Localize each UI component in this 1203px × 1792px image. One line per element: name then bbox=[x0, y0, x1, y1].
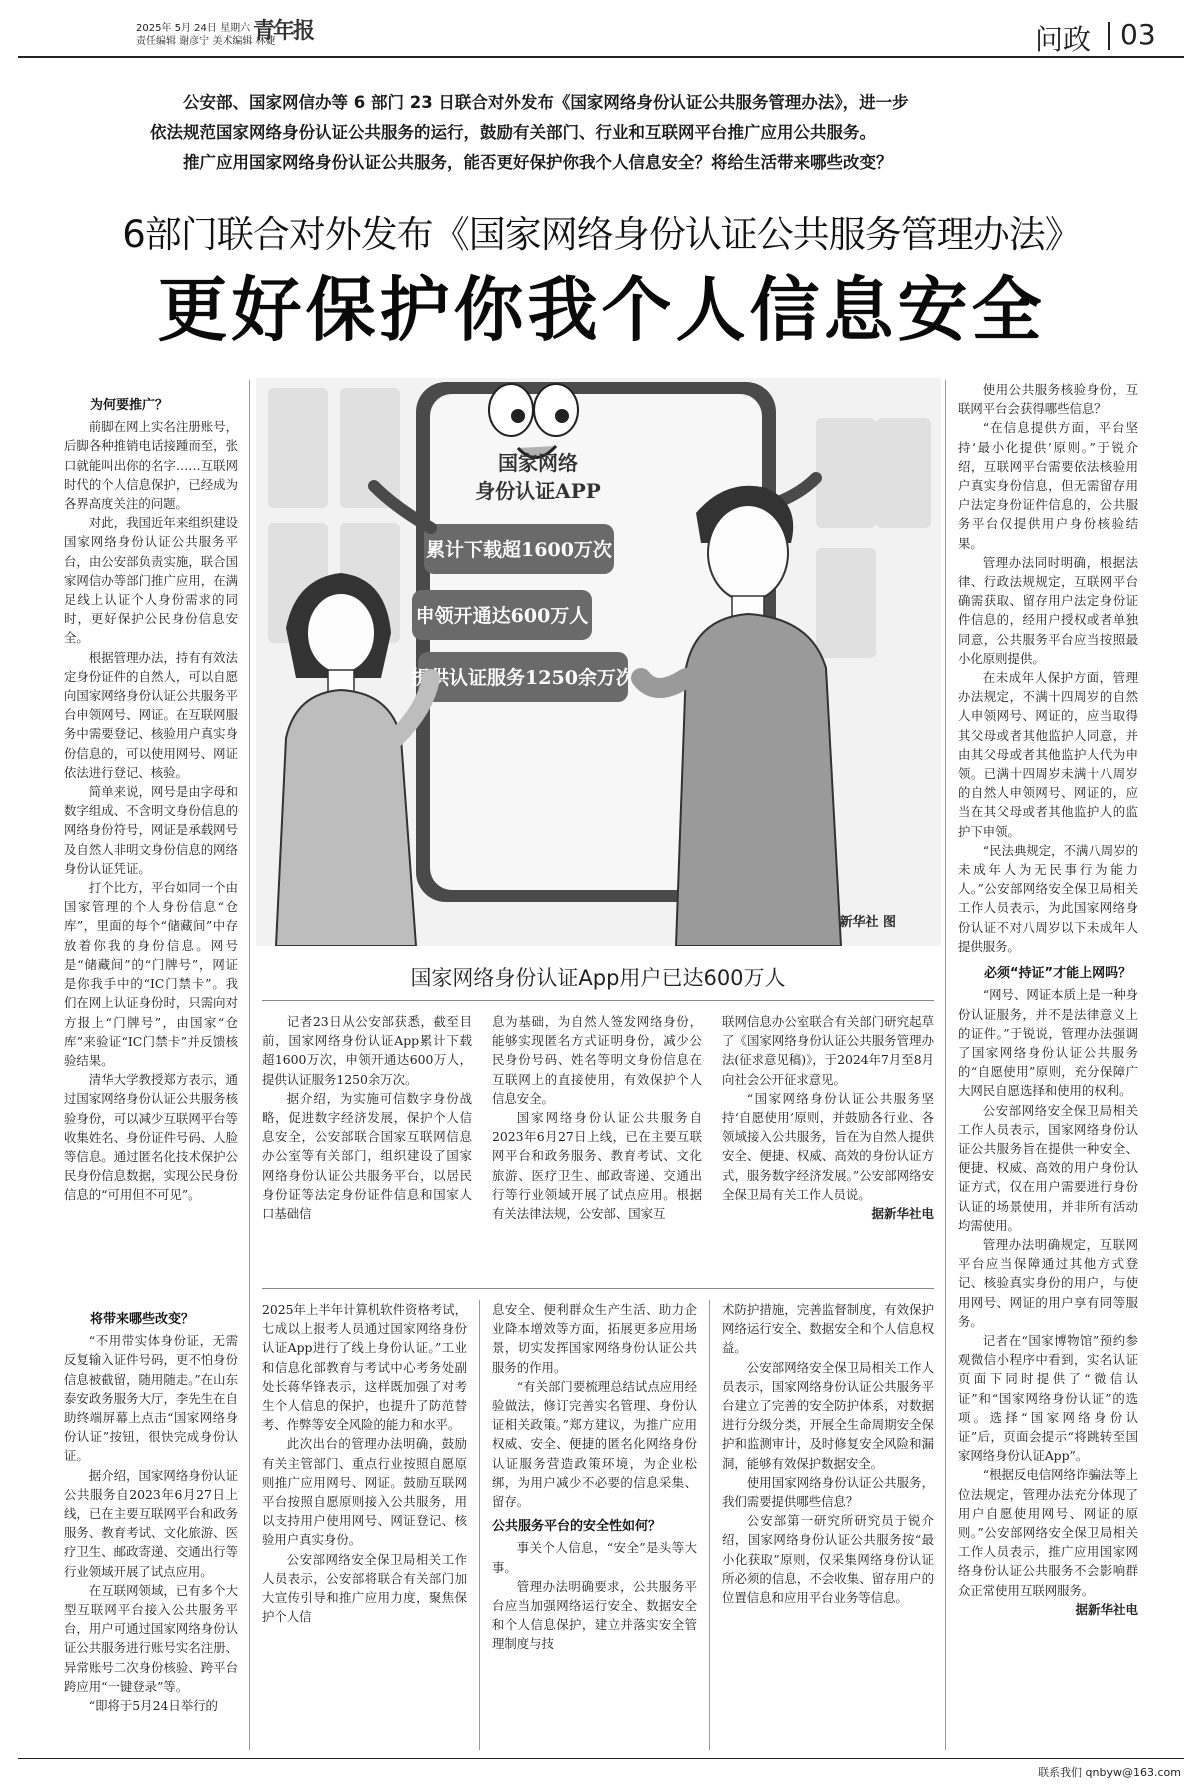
lead-line-3: 推广应用国家网络身份认证公共服务，能否更好保护你我个人信息安全？将给生活带来哪些改变？ bbox=[183, 153, 893, 172]
paragraph: 简单来说，网号是由字母和数字组成、不含明文身份信息的网络身份符号，网证是承载网号及自然人非明文身份信息的网络身份认证凭证。 bbox=[64, 784, 238, 876]
box-source: 据新华社电 bbox=[871, 1206, 934, 1222]
page-number: 03 bbox=[1120, 18, 1156, 51]
paragraph: 记者在“国家博物馆”预约参观微信小程序中看到，实名认证页面下同时提供了“微信认证”和“国家网络身份认证”的选项。选择“国家网络身份认证”后，页面会提示“将跳转至国家网络身份认证App”。 bbox=[958, 1332, 1138, 1464]
box-title-rule bbox=[262, 1000, 934, 1001]
paragraph: 在未成年人保护方面，管理办法规定，不满十四周岁的自然人申领网号、网证的，应当取得其父母或者其他监护人同意，并由其父母或者其他监护人代为申领。已满十四周岁未满十八周岁的自然人申领网号、网证的，应当在其父母或者其他监护人的监护下申领。 bbox=[958, 670, 1138, 839]
column-divider bbox=[709, 1300, 710, 1750]
section-heading: 必须“持证”才能上网吗？ bbox=[984, 966, 1132, 982]
paragraph: “有关部门要梳理总结试点应用经验做法，修订完善实名管理、身份认证相关政策。”郑方建议，为推广应用权威、安全、便捷的匿名化网络身份认证服务营造政策环境，为企业松绑，为用户减少不必要的信息采集、留存。 bbox=[492, 1378, 697, 1510]
lead-paragraph bbox=[150, 88, 1070, 178]
column-4 bbox=[722, 1300, 934, 1607]
header-separator bbox=[1108, 22, 1110, 50]
paragraph: 联网信息办公室联合有关部门研究起草了《国家网络身份认证公共服务管理办法(征求意见稿)》，于2024年7月至8月向社会公开征求意见。 bbox=[722, 1014, 934, 1087]
paragraph: 公安部网络安全保卫局相关工作人员表示，国家网络身份认证公共服务旨在提供一种安全、便捷、权威、高效的用户身份认证方式，仅在用户需要进行身份认证的场景使用，并非所有活动均需使用。 bbox=[958, 1102, 1138, 1233]
paragraph: 记者23日从公安部获悉，截至目前，国家网络身份认证App累计下载超1600万次，申领开通达600万人，提供认证服务1250余万次。 bbox=[262, 1014, 472, 1087]
paragraph: “网号、网证本质上是一种身份认证服务，并不是法律意义上的证件。”于锐说，管理办法强调了国家网络身份认证公共服务的“自愿使用”原则，充分保障广大网民自愿选择和使用的权利。 bbox=[958, 987, 1138, 1099]
paragraph: 公安部网络安全保卫局相关工作人员表示，国家网络身份认证公共服务平台建立了完善的安全防护体系，对数据进行分级分类，开展全生命周期安全保护和监测审计，及时修复安全风险和漏洞，能够有效保护数据安全。 bbox=[722, 1359, 934, 1471]
editors-line: 责任编辑 谢彦宁 美术编辑 林婕 bbox=[136, 36, 276, 47]
paragraph: 使用公共服务核验身份，互联网平台会获得哪些信息？ bbox=[958, 382, 1138, 417]
column-divider bbox=[249, 380, 250, 1750]
paragraph: 国家网络身份认证公共服务自2023年6月27日上线，已在主要互联网平台和政务服务、教育考试、文化旅游、医疗卫生、邮政寄递、交通出行等行业领域开展了试点应用。根据有关法律法规，公安部、国家互 bbox=[492, 1110, 702, 1222]
newspaper-logo: 青年报 bbox=[253, 18, 314, 44]
header-rule bbox=[18, 56, 1184, 58]
phone-title-line-2: 身份认证APP bbox=[475, 479, 601, 503]
stat-users: 申领开通达600万人 bbox=[415, 605, 589, 627]
paragraph: “即将于5月24日举行的 bbox=[88, 1698, 218, 1714]
column-2 bbox=[262, 1300, 467, 1626]
paragraph: 息安全、便利群众生产生活、助力企业降本增效等方面，拓展更多应用场景，切实发挥国家网络身份认证公共服务的作用。 bbox=[492, 1302, 697, 1375]
paragraph: 事关个人信息，“安全”是头等大事。 bbox=[492, 1540, 697, 1575]
paragraph: 据介绍，国家网络身份认证公共服务自2023年6月27日上线，已在主要互联网平台和政务服务、教育考试、文化旅游、医疗卫生、邮政寄递、交通出行等行业领域开展了试点应用。 bbox=[64, 1467, 238, 1579]
paragraph: “在信息提供方面，平台坚持‘最小化提供’原则。”于锐介绍，互联网平台需要依法核验用户真实身份信息，但无需留存用户法定身份证件信息的，公共服务平台仅提供用户身份核验结果。 bbox=[958, 420, 1138, 551]
column-divider bbox=[479, 1300, 480, 1750]
paragraph: 公安部网络安全保卫局相关工作人员表示，公安部将联合有关部门加大宣传引导和推广应用力度，聚焦保护个人信 bbox=[262, 1551, 467, 1625]
illustration-credit: 新华社 图 bbox=[839, 915, 896, 930]
section-name: 问政 bbox=[1035, 23, 1092, 56]
paragraph: 清华大学教授郑方表示，通过国家网络身份认证公共服务核验身份，可以减少互联网平台等收集姓名、身份证件号码、人脸等信息。通过匿名化技术保护公民身份信息数据，实现公民身份信息的“可用但不可见”。 bbox=[64, 1072, 238, 1203]
paragraph: 此次出台的管理办法明确，鼓励有关主管部门、重点行业按照自愿原则推广应用网号、网证。鼓励互联网平台按照自愿原则接入公共服务，用以支持用户使用网号、网证登记、核验用户真实身份。 bbox=[262, 1436, 467, 1548]
paragraph: 术防护措施，完善监督制度，有效保护网络运行安全、数据安全和个人信息权益。 bbox=[722, 1302, 934, 1356]
paragraph: 管理办法同时明确，根据法律、行政法规规定，互联网平台确需获取、留存用户法定身份证件信息的，经用户授权或者单独同意，公共服务平台应当按照最小化原则提供。 bbox=[958, 554, 1138, 666]
stat-services: 提供认证服务1250余万次 bbox=[411, 667, 635, 689]
footer-rule bbox=[18, 1758, 1184, 1759]
column-5 bbox=[958, 380, 1138, 1619]
article-source: 据新华社电 bbox=[1075, 1601, 1138, 1617]
paragraph: 管理办法明确规定，互联网平台应当保障通过其他方式登记、核验真实身份的用户，与使用网号、网证的用户享有同等服务。 bbox=[958, 1236, 1138, 1329]
paragraph: 2025年上半年计算机软件资格考试，七成以上报考人员通过国家网络身份认证App进行了线上身份认证。”工业和信息化部教育与考试中心考务处副处长蒋华锋表示，这样既加强了对考生个人信息的保护，也提升了防范替考、作弊等安全风险的能力和水平。 bbox=[262, 1302, 468, 1433]
main-headline: 更好保护你我个人信息安全 bbox=[157, 269, 1046, 351]
stat-downloads: 累计下载超1600万次 bbox=[426, 539, 612, 561]
box-column-1 bbox=[262, 1012, 472, 1223]
paragraph: 对此，我国近年来组织建设国家网络身份认证公共服务平台，由公安部负责实施，联合国家网信办等部门推广应用，在满足线上认证个人身份需求的同时，更好保护公民身份信息安全。 bbox=[64, 515, 238, 646]
box-bottom-rule bbox=[262, 1288, 934, 1289]
illustration bbox=[256, 378, 941, 946]
paragraph: 息为基础，为自然人签发网络身份，能够实现匿名方式证明身份，减少公民身份号码、姓名等明文身份信息在互联网上的直接使用，有效保护个人信息安全。 bbox=[492, 1014, 702, 1106]
paragraph: 在互联网领域，已有多个大型互联网平台接入公共服务平台，用户可通过国家网络身份认证公共服务进行账号实名注册、异常账号二次身份核验、跨平台跨应用“一键登录”等。 bbox=[64, 1582, 238, 1694]
section-heading: 为何要推广？ bbox=[90, 398, 169, 413]
lead-line-2: 依法规范国家网络身份认证公共服务的运行，鼓励有关部门、行业和互联网平台推广应用公共服务。 bbox=[150, 123, 876, 142]
paragraph: 前脚在网上实名注册账号，后脚各种推销电话接踵而至，张口就能叫出你的名字……互联网时代的个人信息保护，已经成为各界高度关注的问题。 bbox=[64, 419, 238, 512]
paragraph: 公安部第一研究所研究员于锐介绍，国家网络身份认证公共服务按“最小化获取”原则，仅采集网络身份认证所必须的信息，不会收集、留存用户的位置信息和应用平台业务等信息。 bbox=[722, 1513, 934, 1606]
column-1-bottom bbox=[64, 1310, 238, 1715]
paragraph: “根据反电信网络诈骗法等上位法规定，管理办法充分体现了用户自愿使用网号、网证的原则。”公安部网络安全保卫局相关工作人员表示，推广应用国家网络身份认证公共服务不会影响群众正常使用互联网服务。 bbox=[958, 1467, 1138, 1598]
paragraph: 打个比方，平台如同一个由国家管理的个人身份信息“仓库”，里面的每个“储藏间”中存放着你我的身份信息。网号是“储藏间”的“门牌号”，网证是你我手中的“IC门禁卡”。我们在网上认证身份时，只需向对方报上“门牌号”，由国家“仓库”来验证“IC门禁卡”并反馈核验结果。 bbox=[64, 880, 238, 1068]
phone-title-line-1: 国家网络 bbox=[498, 451, 578, 475]
box-column-2 bbox=[492, 1012, 702, 1223]
paragraph: 管理办法明确要求，公共服务平台应当加强网络运行安全、数据安全和个人信息保护，建立并落实安全管理制度与技 bbox=[492, 1578, 697, 1652]
paragraph: “民法典规定，不满八周岁的未成年人为无民事行为能力人。”公安部网络安全保卫局相关工作人员表示，为此国家网络身份认证不对八周岁以下未成年人提供服务。 bbox=[958, 842, 1138, 954]
column-1-top bbox=[64, 396, 238, 1205]
sub-headline: 6部门联合对外发布《国家网络身份认证公共服务管理办法》 bbox=[122, 213, 1081, 256]
issue-date: 2025年 5月 24日 星期六 bbox=[136, 23, 251, 34]
column-3 bbox=[492, 1300, 697, 1654]
column-divider bbox=[945, 380, 946, 1750]
lead-line-1: 公安部、国家网信办等 6 部门 23 日联合对外发布《国家网络身份认证公共服务管理办法》，进一步 bbox=[183, 93, 909, 112]
paragraph: 据介绍，为实施可信数字身份战略，促进数字经济发展，保护个人信息安全，公安部联合国家互联网信息办公室等有关部门，组织建设了国家网络身份认证公共服务平台，以居民身份证等法定身份证件信息和国家人口基础信 bbox=[262, 1090, 472, 1222]
paragraph: “不用带实体身份证，无需反复输入证件号码，更不怕身份信息被截留，随用随走。”在山东泰安政务服务大厅，李先生在自助终端屏幕上点击“国家网络身份认证”按钮，很快完成身份认证。 bbox=[64, 1333, 238, 1464]
contact-email[interactable]: 联系我们 qnbyw@163.com bbox=[1038, 1766, 1181, 1779]
box-title: 国家网络身份认证App用户已达600万人 bbox=[410, 966, 786, 990]
section-heading: 将带来哪些改变？ bbox=[90, 1312, 195, 1327]
paragraph: “国家网络身份认证公共服务坚持‘自愿使用’原则，并鼓励各行业、各领域接入公共服务，旨在为自然人提供安全、便捷、权威、高效的身份认证方式，服务数字经济发展。”公安部网络安全保卫局有关工作人员说。 bbox=[722, 1090, 934, 1202]
section-heading: 公共服务平台的安全性如何？ bbox=[492, 1519, 662, 1535]
box-column-3 bbox=[722, 1012, 934, 1223]
paragraph: 根据管理办法，持有有效法定身份证件的自然人，可以自愿向国家网络身份认证公共服务平台申领网号、网证。在互联网服务中需要登记、核验用户真实身份信息的，可以使用网号、网证依法进行登记、核验。 bbox=[64, 649, 238, 780]
paragraph: 使用国家网络身份认证公共服务，我们需要提供哪些信息？ bbox=[722, 1474, 934, 1510]
